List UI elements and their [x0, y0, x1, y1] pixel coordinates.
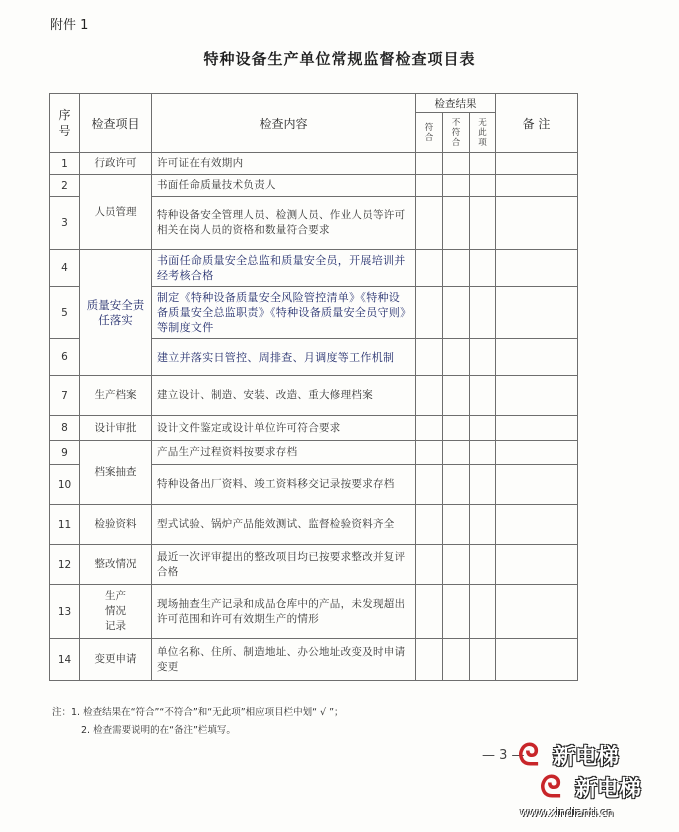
cell-na[interactable] — [470, 339, 496, 376]
cell-nonconform[interactable] — [443, 376, 470, 416]
row-category: 生产档案 — [80, 376, 152, 416]
cell-remark[interactable] — [496, 339, 578, 376]
note-2: 2. 检查需要说明的在“备注”栏填写。 — [81, 725, 236, 736]
row-category: 档案抽查 — [80, 441, 152, 505]
row-content: 现场抽查生产记录和成品仓库中的产品，未发现超出许可范围和许可有效期生产的情形 — [152, 585, 416, 639]
cell-conform[interactable] — [416, 376, 443, 416]
cell-nonconform[interactable] — [443, 585, 470, 639]
row-category: 设计审批 — [80, 416, 152, 441]
cell-remark[interactable] — [496, 585, 578, 639]
header-conform: 符合 — [416, 113, 443, 153]
cell-remark[interactable] — [496, 545, 578, 585]
header-item: 检查项目 — [80, 94, 152, 153]
row-content: 书面任命质量安全总监和质量安全员，开展培训并经考核合格 — [152, 250, 416, 287]
watermark-logo-icon: ᘓ — [518, 738, 540, 773]
row-number: 8 — [50, 416, 80, 441]
cell-remark[interactable] — [496, 416, 578, 441]
cell-na[interactable] — [470, 175, 496, 197]
header-remark: 备 注 — [496, 94, 578, 153]
row-number: 9 — [50, 441, 80, 465]
cell-conform[interactable] — [416, 465, 443, 505]
watermark-text: 新电梯 — [553, 745, 620, 770]
cell-remark[interactable] — [496, 505, 578, 545]
cell-nonconform[interactable] — [443, 197, 470, 250]
row-number: 3 — [50, 197, 80, 250]
cell-nonconform[interactable] — [443, 545, 470, 585]
row-number: 13 — [50, 585, 80, 639]
table-row — [50, 153, 578, 175]
notes — [52, 704, 344, 740]
cell-conform[interactable] — [416, 175, 443, 197]
row-number: 10 — [50, 465, 80, 505]
row-number: 5 — [50, 287, 80, 339]
note-1: 注：1. 检查结果在“符合”“不符合”和“无此项”相应项目栏中划“ √ ”； — [52, 707, 344, 718]
page-title: 特种设备生产单位常规监督检查项目表 — [203, 50, 476, 68]
cell-na[interactable] — [470, 250, 496, 287]
cell-nonconform[interactable] — [443, 175, 470, 197]
row-content: 建立并落实日管控、周排查、月调度等工作机制 — [152, 339, 416, 376]
cell-conform[interactable] — [416, 545, 443, 585]
cell-na[interactable] — [470, 197, 496, 250]
cell-na[interactable] — [470, 153, 496, 175]
watermark-logo-icon: ᘓ — [540, 770, 562, 805]
cell-nonconform[interactable] — [443, 153, 470, 175]
cell-nonconform[interactable] — [443, 505, 470, 545]
attachment-label: 附件 1 — [50, 18, 89, 33]
cell-remark[interactable] — [496, 197, 578, 250]
cell-remark[interactable] — [496, 287, 578, 339]
cell-conform[interactable] — [416, 153, 443, 175]
cell-na[interactable] — [470, 416, 496, 441]
header-na: 无此项 — [470, 113, 496, 153]
cell-na[interactable] — [470, 287, 496, 339]
row-content: 书面任命质量技术负责人 — [152, 175, 416, 197]
row-number: 12 — [50, 545, 80, 585]
row-number: 2 — [50, 175, 80, 197]
cell-nonconform[interactable] — [443, 639, 470, 681]
row-content: 最近一次评审提出的整改项目均已按要求整改并复评合格 — [152, 545, 416, 585]
row-content: 产品生产过程资料按要求存档 — [152, 441, 416, 465]
cell-nonconform[interactable] — [443, 339, 470, 376]
inspection-table — [49, 93, 578, 681]
row-category: 质量安全责任落实 — [80, 250, 152, 376]
table-row — [50, 585, 578, 639]
row-category: 行政许可 — [80, 153, 152, 175]
cell-conform[interactable] — [416, 505, 443, 545]
table-row — [50, 441, 578, 465]
row-content: 制定《特种设备质量安全风险管控清单》《特种设备质量安全总监职责》《特种设备质量安全员守则》等制度文件 — [152, 287, 416, 339]
row-number: 4 — [50, 250, 80, 287]
watermark-text-2: 新电梯 — [575, 777, 642, 802]
cell-remark[interactable] — [496, 376, 578, 416]
cell-conform[interactable] — [416, 441, 443, 465]
row-category: 变更申请 — [80, 639, 152, 681]
cell-conform[interactable] — [416, 197, 443, 250]
row-content: 型式试验、锅炉产品能效测试、监督检验资料齐全 — [152, 505, 416, 545]
cell-na[interactable] — [470, 639, 496, 681]
row-category: 检验资料 — [80, 505, 152, 545]
table-row — [50, 376, 578, 416]
row-category: 整改情况 — [80, 545, 152, 585]
cell-nonconform[interactable] — [443, 465, 470, 505]
cell-na[interactable] — [470, 545, 496, 585]
page-number: — 3 — — [482, 748, 525, 763]
table-row — [50, 545, 578, 585]
row-content: 特种设备安全管理人员、检测人员、作业人员等许可相关在岗人员的资格和数量符合要求 — [152, 197, 416, 250]
row-number: 7 — [50, 376, 80, 416]
row-content: 建立设计、制造、安装、改造、重大修理档案 — [152, 376, 416, 416]
cell-remark[interactable] — [496, 153, 578, 175]
cell-na[interactable] — [470, 441, 496, 465]
cell-conform[interactable] — [416, 250, 443, 287]
header-content: 检查内容 — [152, 94, 416, 153]
row-category: 生产情况记录 — [80, 585, 152, 639]
table-row — [50, 250, 578, 287]
cell-nonconform[interactable] — [443, 441, 470, 465]
row-content: 特种设备出厂资料、竣工资料移交记录按要求存档 — [152, 465, 416, 505]
header-nonconform: 不符合 — [443, 113, 470, 153]
row-category: 人员管理 — [80, 175, 152, 250]
cell-conform[interactable] — [416, 287, 443, 339]
watermark-url: www.xindianti.cn — [520, 806, 614, 819]
row-content: 设计文件鉴定或设计单位许可符合要求 — [152, 416, 416, 441]
cell-conform[interactable] — [416, 585, 443, 639]
row-number: 6 — [50, 339, 80, 376]
cell-conform[interactable] — [416, 416, 443, 441]
cell-remark[interactable] — [496, 250, 578, 287]
cell-remark[interactable] — [496, 441, 578, 465]
cell-na[interactable] — [470, 376, 496, 416]
table-row — [50, 505, 578, 545]
row-content: 许可证在有效期内 — [152, 153, 416, 175]
cell-conform[interactable] — [416, 639, 443, 681]
cell-remark[interactable] — [496, 465, 578, 505]
cell-remark[interactable] — [496, 639, 578, 681]
table-row — [50, 416, 578, 441]
cell-na[interactable] — [470, 505, 496, 545]
row-number: 14 — [50, 639, 80, 681]
cell-na[interactable] — [470, 585, 496, 639]
cell-na[interactable] — [470, 465, 496, 505]
header-result: 检查结果 — [416, 94, 496, 113]
cell-remark[interactable] — [496, 175, 578, 197]
header-seq: 序号 — [50, 94, 80, 153]
cell-nonconform[interactable] — [443, 250, 470, 287]
row-number: 11 — [50, 505, 80, 545]
cell-nonconform[interactable] — [443, 287, 470, 339]
row-number: 1 — [50, 153, 80, 175]
row-content: 单位名称、住所、制造地址、办公地址改变及时申请变更 — [152, 639, 416, 681]
cell-nonconform[interactable] — [443, 416, 470, 441]
table-row — [50, 175, 578, 197]
cell-conform[interactable] — [416, 339, 443, 376]
table-row — [50, 639, 578, 681]
